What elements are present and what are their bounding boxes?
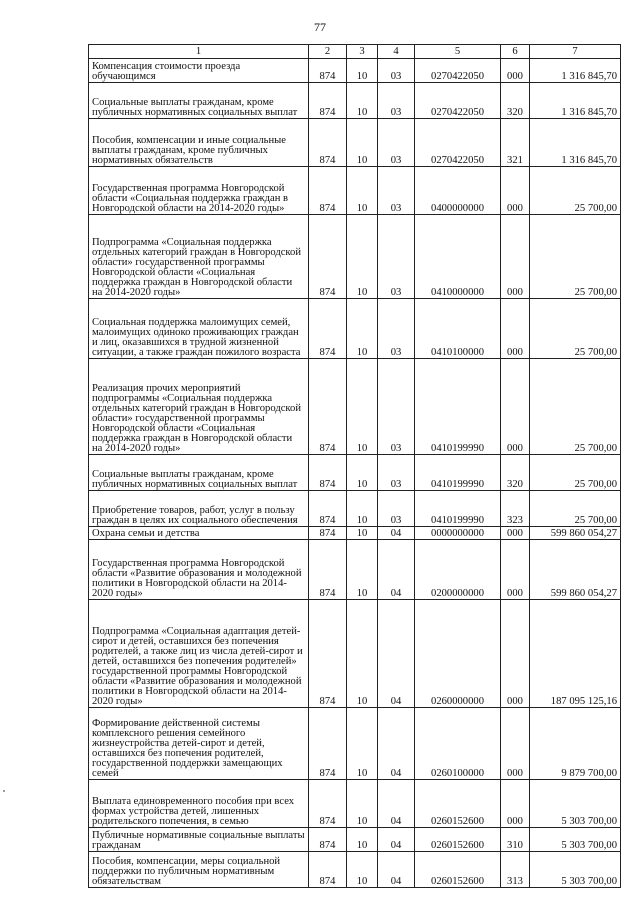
target-article-cell: 0260152600: [415, 852, 501, 888]
ministry-code-cell: 874: [309, 215, 347, 299]
target-article-cell: 0000000000: [415, 527, 501, 540]
target-article-cell: 0260100000: [415, 708, 501, 780]
target-article-cell: 0260000000: [415, 600, 501, 708]
ministry-code-cell: 874: [309, 167, 347, 215]
section-code-cell: 10: [347, 600, 378, 708]
target-article-cell: 0410199990: [415, 359, 501, 455]
amount-cell: 25 700,00: [530, 491, 621, 527]
amount-cell: 5 303 700,00: [530, 780, 621, 828]
table-row: [89, 491, 621, 527]
amount-cell: 599 860 054,27: [530, 540, 621, 600]
section-code-cell: 10: [347, 780, 378, 828]
subsection-code-cell: 03: [378, 119, 415, 167]
target-article-cell: 0200000000: [415, 540, 501, 600]
table-row: [89, 167, 621, 215]
table-row: [89, 83, 621, 119]
budget-table: [88, 44, 621, 888]
table-row: [89, 828, 621, 852]
subsection-code-cell: 04: [378, 540, 415, 600]
table-row: [89, 600, 621, 708]
table-row: [89, 59, 621, 83]
amount-cell: 1 316 845,70: [530, 59, 621, 83]
amount-cell: 25 700,00: [530, 455, 621, 491]
amount-cell: 5 303 700,00: [530, 828, 621, 852]
ministry-code-cell: 874: [309, 299, 347, 359]
expense-type-cell: 000: [501, 780, 530, 828]
subsection-code-cell: 04: [378, 527, 415, 540]
amount-cell: 25 700,00: [530, 359, 621, 455]
expense-type-cell: 000: [501, 708, 530, 780]
subsection-code-cell: 03: [378, 215, 415, 299]
ministry-code-cell: 874: [309, 852, 347, 888]
subsection-code-cell: 04: [378, 852, 415, 888]
amount-cell: 599 860 054,27: [530, 527, 621, 540]
column-header-2: 2: [309, 45, 347, 59]
section-code-cell: 10: [347, 215, 378, 299]
target-article-cell: 0400000000: [415, 167, 501, 215]
table-row: [89, 299, 621, 359]
row-name-cell: Социальные выплаты гражданам, кроме публичных нормативных социальных выплат: [89, 455, 309, 491]
ministry-code-cell: 874: [309, 491, 347, 527]
row-name-cell: Государственная программа Новгородской области «Социальная поддержка граждан в Новгородской области на 2014-2020 годы»: [89, 167, 309, 215]
expense-type-cell: 310: [501, 828, 530, 852]
ministry-code-cell: 874: [309, 540, 347, 600]
section-code-cell: 10: [347, 491, 378, 527]
expense-type-cell: 320: [501, 83, 530, 119]
expense-type-cell: 321: [501, 119, 530, 167]
ministry-code-cell: 874: [309, 527, 347, 540]
ministry-code-cell: 874: [309, 708, 347, 780]
column-header-6: 6: [501, 45, 530, 59]
expense-type-cell: 000: [501, 527, 530, 540]
subsection-code-cell: 04: [378, 708, 415, 780]
section-code-cell: 10: [347, 59, 378, 83]
target-article-cell: 0260152600: [415, 780, 501, 828]
section-code-cell: 10: [347, 828, 378, 852]
column-header-5: 5: [415, 45, 501, 59]
subsection-code-cell: 04: [378, 780, 415, 828]
section-code-cell: 10: [347, 359, 378, 455]
table-row: [89, 708, 621, 780]
row-name-cell: Подпрограмма «Социальная адаптация детей-сирот и детей, оставшихся без попечения родителей, а также лиц из числа детей-сирот и детей, оставшихся без попечения родителей» государственной программы Новгородской области «Развитие образования и молодежной политики в Новгородской области на 2014-2020 годы»: [89, 600, 309, 708]
amount-cell: 1 316 845,70: [530, 83, 621, 119]
table-row: [89, 215, 621, 299]
row-name-cell: Выплата единовременного пособия при всех формах устройства детей, лишенных родительского попечения, в семью: [89, 780, 309, 828]
expense-type-cell: 000: [501, 299, 530, 359]
ministry-code-cell: 874: [309, 600, 347, 708]
section-code-cell: 10: [347, 455, 378, 491]
amount-cell: 5 303 700,00: [530, 852, 621, 888]
row-name-cell: Компенсация стоимости проезда обучающимся: [89, 59, 309, 83]
subsection-code-cell: 03: [378, 167, 415, 215]
ministry-code-cell: 874: [309, 780, 347, 828]
table-row: [89, 527, 621, 540]
subsection-code-cell: 03: [378, 83, 415, 119]
subsection-code-cell: 03: [378, 359, 415, 455]
row-name-cell: Пособия, компенсации, меры социальной поддержки по публичным нормативным обязательствам: [89, 852, 309, 888]
amount-cell: 25 700,00: [530, 299, 621, 359]
expense-type-cell: 000: [501, 600, 530, 708]
table-row: [89, 852, 621, 888]
target-article-cell: 0410199990: [415, 455, 501, 491]
section-code-cell: 10: [347, 852, 378, 888]
amount-cell: 9 879 700,00: [530, 708, 621, 780]
subsection-code-cell: 04: [378, 828, 415, 852]
expense-type-cell: 000: [501, 215, 530, 299]
row-name-cell: Формирование действенной системы комплексного решения семейного жизнеустройства детей-сирот и детей, оставшихся без попечения родителей, государственной поддержки замещающих семей: [89, 708, 309, 780]
column-header-4: 4: [378, 45, 415, 59]
ministry-code-cell: 874: [309, 59, 347, 83]
expense-type-cell: 323: [501, 491, 530, 527]
row-name-cell: Публичные нормативные социальные выплаты гражданам: [89, 828, 309, 852]
target-article-cell: 0410000000: [415, 215, 501, 299]
amount-cell: 187 095 125,16: [530, 600, 621, 708]
column-header-3: 3: [347, 45, 378, 59]
row-name-cell: Государственная программа Новгородской области «Развитие образования и молодежной политики в Новгородской области на 2014-2020 годы»: [89, 540, 309, 600]
page-number: 77: [314, 20, 326, 34]
row-name-cell: Пособия, компенсации и иные социальные выплаты гражданам, кроме публичных нормативных обязательств: [89, 119, 309, 167]
expense-type-cell: 000: [501, 359, 530, 455]
ministry-code-cell: 874: [309, 359, 347, 455]
target-article-cell: 0260152600: [415, 828, 501, 852]
column-header-1: 1: [89, 45, 309, 59]
row-name-cell: Охрана семьи и детства: [89, 527, 309, 540]
row-name-cell: Социальные выплаты гражданам, кроме публичных нормативных социальных выплат: [89, 83, 309, 119]
section-code-cell: 10: [347, 299, 378, 359]
target-article-cell: 0410100000: [415, 299, 501, 359]
section-code-cell: 10: [347, 540, 378, 600]
amount-cell: 25 700,00: [530, 167, 621, 215]
expense-type-cell: 000: [501, 59, 530, 83]
expense-type-cell: 000: [501, 167, 530, 215]
section-code-cell: 10: [347, 83, 378, 119]
row-name-cell: Реализация прочих мероприятий подпрограммы «Социальная поддержка отдельных категорий граждан в Новгородской области» государственной программы Новгородской области «Социальная поддержка граждан в Новгородской области на 2014-2020 годы»: [89, 359, 309, 455]
expense-type-cell: 000: [501, 540, 530, 600]
subsection-code-cell: 03: [378, 59, 415, 83]
table-row: [89, 455, 621, 491]
table-row: [89, 119, 621, 167]
ministry-code-cell: 874: [309, 455, 347, 491]
target-article-cell: 0270422050: [415, 59, 501, 83]
scan-mark: [3, 790, 5, 792]
column-header-7: 7: [530, 45, 621, 59]
ministry-code-cell: 874: [309, 828, 347, 852]
amount-cell: 25 700,00: [530, 215, 621, 299]
subsection-code-cell: 03: [378, 491, 415, 527]
section-code-cell: 10: [347, 708, 378, 780]
section-code-cell: 10: [347, 527, 378, 540]
target-article-cell: 0270422050: [415, 119, 501, 167]
expense-type-cell: 320: [501, 455, 530, 491]
section-code-cell: 10: [347, 119, 378, 167]
table-header-row: [89, 45, 621, 59]
table-row: [89, 780, 621, 828]
target-article-cell: 0270422050: [415, 83, 501, 119]
subsection-code-cell: 04: [378, 600, 415, 708]
amount-cell: 1 316 845,70: [530, 119, 621, 167]
table-row: [89, 540, 621, 600]
row-name-cell: Приобретение товаров, работ, услуг в пользу граждан в целях их социального обеспечения: [89, 491, 309, 527]
target-article-cell: 0410199990: [415, 491, 501, 527]
row-name-cell: Социальная поддержка малоимущих семей, малоимущих одиноко проживающих граждан и лиц, оказавшихся в трудной жизненной ситуации, а также граждан пожилого возраста: [89, 299, 309, 359]
table-row: [89, 359, 621, 455]
subsection-code-cell: 03: [378, 455, 415, 491]
ministry-code-cell: 874: [309, 83, 347, 119]
section-code-cell: 10: [347, 167, 378, 215]
expense-type-cell: 313: [501, 852, 530, 888]
ministry-code-cell: 874: [309, 119, 347, 167]
subsection-code-cell: 03: [378, 299, 415, 359]
row-name-cell: Подпрограмма «Социальная поддержка отдельных категорий граждан в Новгородской области» государственной программы Новгородской области «Социальная поддержка граждан в Новгородской области на 2014-2020 годы»: [89, 215, 309, 299]
